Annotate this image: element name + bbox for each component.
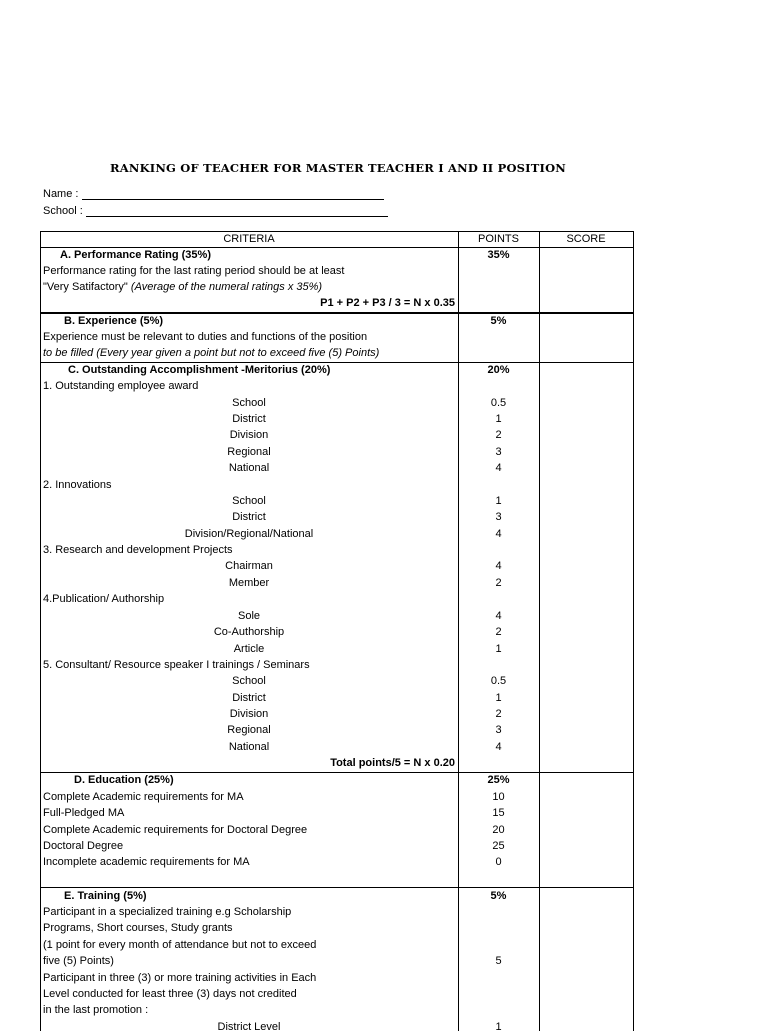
item-points: 1 bbox=[495, 692, 502, 704]
item-points: 10 bbox=[492, 791, 505, 803]
criteria-item: Regional bbox=[227, 724, 271, 736]
section-e-line: Participant in a specialized training e.g Scholarship bbox=[43, 906, 292, 918]
item-points: 4 bbox=[495, 462, 502, 474]
section-c-group-label: 2. Innovations bbox=[43, 479, 112, 491]
section-a-line2-note: (Average of the numeral ratings x 35%) bbox=[130, 281, 323, 293]
section-c-group-label: 1. Outstanding employee award bbox=[43, 380, 199, 392]
section-e-title: E. Training (5%) bbox=[64, 890, 147, 902]
section-d-title: D. Education (25%) bbox=[74, 774, 174, 786]
criteria-item: School bbox=[232, 397, 266, 409]
section-e-line: five (5) Points) bbox=[43, 955, 114, 967]
section-d-points: 25% bbox=[487, 774, 510, 786]
section-e-line: (1 point for every month of attendance but not to exceed bbox=[43, 939, 317, 951]
item-points: 1 bbox=[495, 495, 502, 507]
section-c-group-label: 4.Publication/ Authorship bbox=[43, 593, 165, 605]
table-border-right bbox=[633, 231, 634, 1031]
criteria-item: Sole bbox=[237, 610, 261, 622]
item-points: 20 bbox=[492, 824, 505, 836]
ranking-table bbox=[40, 231, 633, 1031]
school-label: School : bbox=[43, 205, 83, 217]
criteria-item: District bbox=[232, 692, 266, 704]
item-points: 2 bbox=[495, 708, 502, 720]
item-points: 15 bbox=[492, 807, 505, 819]
item-points: 4 bbox=[495, 741, 502, 753]
criteria-item: School bbox=[232, 495, 266, 507]
education-item: Full-Pledged MA bbox=[43, 807, 125, 819]
section-c-group-label: 5. Consultant/ Resource speaker I trainings / Seminars bbox=[43, 659, 310, 671]
item-points: 0.5 bbox=[490, 397, 507, 409]
item-points: 1 bbox=[495, 1021, 502, 1033]
education-item: Incomplete academic requirements for MA bbox=[43, 856, 250, 868]
page-title: RANKING OF TEACHER FOR MASTER TEACHER I AND II POSITION bbox=[109, 161, 567, 175]
section-a-points: 35% bbox=[487, 249, 510, 261]
item-points: 0 bbox=[495, 856, 502, 868]
school-blank-line bbox=[86, 206, 388, 217]
criteria-item: National bbox=[228, 462, 270, 474]
section-a-line1: Performance rating for the last rating period should be at least bbox=[43, 265, 345, 277]
criteria-item: District Level bbox=[217, 1021, 281, 1033]
section-b-points: 5% bbox=[490, 315, 507, 327]
section-b-line1: Experience must be relevant to duties and functions of the position bbox=[43, 331, 368, 343]
criteria-item: Regional bbox=[227, 446, 271, 458]
education-item: Complete Academic requirements for MA bbox=[43, 791, 244, 803]
item-points: 2 bbox=[495, 577, 502, 589]
item-points: 4 bbox=[495, 560, 502, 572]
criteria-item: District bbox=[232, 511, 266, 523]
section-c-title: C. Outstanding Accomplishment -Meritorius (20%) bbox=[68, 364, 331, 376]
item-points: 5 bbox=[495, 955, 502, 967]
section-c-points: 20% bbox=[487, 364, 510, 376]
section-a-line2 bbox=[43, 279, 322, 295]
item-points: 4 bbox=[495, 610, 502, 622]
table-border-score bbox=[539, 231, 540, 1031]
item-points: 1 bbox=[495, 643, 502, 655]
item-points: 25 bbox=[492, 840, 505, 852]
section-e-line: Participant in three (3) or more training activities in Each bbox=[43, 972, 317, 984]
section-c-group-label: 3. Research and development Projects bbox=[43, 544, 233, 556]
section-b-title: B. Experience (5%) bbox=[64, 315, 164, 327]
item-points: 3 bbox=[495, 511, 502, 523]
criteria-item: Division/Regional/National bbox=[184, 528, 314, 540]
item-points: 0.5 bbox=[490, 675, 507, 687]
item-points: 3 bbox=[495, 446, 502, 458]
criteria-item: Chairman bbox=[225, 560, 273, 572]
section-a-title: A. Performance Rating (35%) bbox=[60, 249, 211, 261]
section-e-points: 5% bbox=[490, 890, 507, 902]
section-b-line2: to be filled (Every year given a point but not to exceed five (5) Points) bbox=[43, 347, 380, 359]
criteria-item: Co-Authorship bbox=[213, 626, 285, 638]
section-e-line: Level conducted for least three (3) days not credited bbox=[43, 988, 297, 1000]
item-points: 1 bbox=[495, 413, 502, 425]
criteria-item: National bbox=[228, 741, 270, 753]
header-score: SCORE bbox=[566, 233, 606, 245]
name-blank-line bbox=[82, 189, 384, 200]
criteria-item: Member bbox=[228, 577, 270, 589]
criteria-item: District bbox=[232, 413, 266, 425]
section-e-line: in the last promotion : bbox=[43, 1004, 149, 1016]
school-field bbox=[43, 205, 388, 217]
item-points: 2 bbox=[495, 429, 502, 441]
name-field bbox=[43, 188, 384, 200]
section-a-line2-text: "Very Satifactory" bbox=[43, 281, 128, 293]
header-criteria: CRITERIA bbox=[223, 233, 275, 245]
section-e-line: Programs, Short courses, Study grants bbox=[43, 922, 233, 934]
education-item: Doctoral Degree bbox=[43, 840, 124, 852]
section-a-formula: P1 + P2 + P3 / 3 = N x 0.35 bbox=[320, 297, 455, 309]
criteria-item: Article bbox=[233, 643, 265, 655]
section-c-total: Total points/5 = N x 0.20 bbox=[330, 757, 455, 769]
criteria-item: School bbox=[232, 675, 266, 687]
item-points: 2 bbox=[495, 626, 502, 638]
item-points: 3 bbox=[495, 724, 502, 736]
education-item: Complete Academic requirements for Doctoral Degree bbox=[43, 824, 308, 836]
name-label: Name : bbox=[43, 188, 79, 200]
item-points: 4 bbox=[495, 528, 502, 540]
header-points: POINTS bbox=[478, 233, 519, 245]
criteria-item: Division bbox=[229, 429, 269, 441]
criteria-item: Division bbox=[229, 708, 269, 720]
